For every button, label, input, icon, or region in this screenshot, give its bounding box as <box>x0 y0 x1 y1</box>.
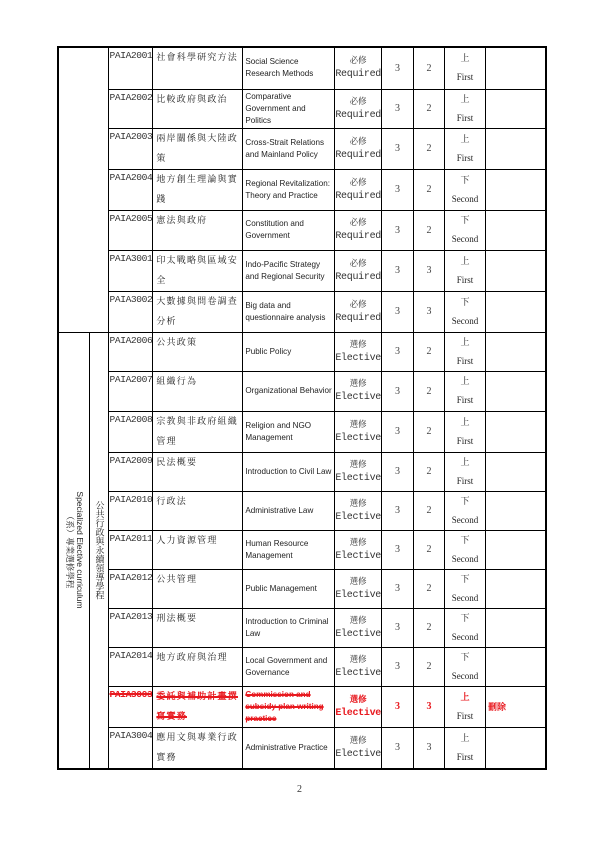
course-credits: 2 <box>413 491 444 530</box>
course-type-zh: 選修 <box>349 694 367 705</box>
course-semester-zh: 上 <box>460 133 470 144</box>
table-row <box>58 332 546 371</box>
course-semester <box>444 210 485 250</box>
course-semester-zh: 下 <box>460 296 470 307</box>
course-credits: 3 <box>413 727 444 769</box>
table-row <box>58 530 546 569</box>
course-semester-en: Second <box>451 315 479 326</box>
course-semester <box>444 371 485 411</box>
course-name-zh: 地方政府與治理 <box>153 647 243 686</box>
course-code: PAIA2004 <box>108 169 153 210</box>
course-type <box>335 686 382 727</box>
course-semester-zh: 上 <box>460 732 470 743</box>
course-name-zh: 應用文與專業行政實務 <box>153 727 243 769</box>
course-name-en: Public Management <box>243 569 335 608</box>
course-name-en: Cross-Strait Relations and Mainland Policy <box>243 128 335 169</box>
course-credits: 3 <box>413 686 444 727</box>
course-note <box>485 491 546 530</box>
course-semester <box>444 332 485 371</box>
course-note <box>485 332 546 371</box>
course-type-zh: 必修 <box>349 299 367 310</box>
course-type <box>335 371 382 411</box>
elective-group-label-en: Specialized Elective curriculum <box>74 491 85 609</box>
course-type-en: Required <box>335 69 381 81</box>
course-semester-zh: 下 <box>460 573 470 584</box>
course-note: 刪除 <box>485 686 546 727</box>
course-name-en: Local Government and Governance <box>243 647 335 686</box>
course-type-en: Required <box>335 312 381 324</box>
course-semester-zh: 上 <box>460 93 470 104</box>
table-row <box>58 210 546 250</box>
table-row <box>58 411 546 452</box>
course-hours: 3 <box>381 608 413 647</box>
course-hours: 3 <box>381 491 413 530</box>
course-type-zh: 必修 <box>349 177 367 188</box>
course-type <box>335 250 382 291</box>
course-type <box>335 89 382 128</box>
table-row <box>58 727 546 769</box>
course-type-en: Elective <box>335 628 381 640</box>
course-code: PAIA2010 <box>108 491 153 530</box>
course-type-zh: 必修 <box>349 56 367 67</box>
course-semester-zh: 上 <box>460 255 470 266</box>
course-semester-zh: 上 <box>460 456 470 467</box>
course-semester <box>444 47 485 89</box>
course-semester-zh: 下 <box>460 612 470 623</box>
page-number: 2 <box>297 784 302 795</box>
course-hours: 3 <box>381 686 413 727</box>
course-semester-zh: 下 <box>460 174 470 185</box>
course-name-en: Public Policy <box>243 332 335 371</box>
table-row <box>58 250 546 291</box>
course-semester <box>444 89 485 128</box>
course-semester-en: Second <box>451 670 479 681</box>
course-type <box>335 47 382 89</box>
course-semester-zh: 下 <box>460 534 470 545</box>
course-type-en: Required <box>335 231 381 242</box>
table-row <box>58 47 546 89</box>
course-name-en: Religion and NGO Management <box>243 411 335 452</box>
course-type-en: Elective <box>335 550 381 562</box>
course-credits: 2 <box>413 210 444 250</box>
course-name-en: Administrative Practice <box>243 727 335 769</box>
course-semester-en: First <box>456 112 474 123</box>
course-type-en: Required <box>335 190 381 202</box>
course-type <box>335 332 382 371</box>
course-type <box>335 727 382 769</box>
course-hours: 3 <box>381 569 413 608</box>
course-code: PAIA2003 <box>108 128 153 169</box>
course-code: PAIA2007 <box>108 371 153 411</box>
course-type-en: Elective <box>335 432 381 444</box>
table-row <box>58 89 546 128</box>
course-name-en: Introduction to Civil Law <box>243 452 335 491</box>
course-hours: 3 <box>381 647 413 686</box>
table-row <box>58 491 546 530</box>
course-note <box>485 569 546 608</box>
course-type-en: Elective <box>335 748 381 760</box>
course-semester-en: First <box>456 751 474 762</box>
course-type-zh: 必修 <box>349 96 367 107</box>
course-type <box>335 647 382 686</box>
course-note <box>485 371 546 411</box>
course-semester-en: Second <box>451 592 479 603</box>
program-label-cell <box>89 332 108 769</box>
course-name-en: Social Science Research Methods <box>243 47 335 89</box>
course-code: PAIA2006 <box>108 332 153 371</box>
course-code: PAIA2012 <box>108 569 153 608</box>
course-semester-en: First <box>456 475 474 486</box>
course-note <box>485 608 546 647</box>
course-hours: 3 <box>381 332 413 371</box>
course-note <box>485 411 546 452</box>
course-type-zh: 選修 <box>349 339 367 350</box>
course-name-zh: 兩岸關係與大陸政策 <box>153 128 243 169</box>
course-note <box>485 169 546 210</box>
course-hours: 3 <box>381 250 413 291</box>
course-credits: 3 <box>413 291 444 332</box>
course-hours: 3 <box>381 128 413 169</box>
course-semester-en: First <box>456 72 474 83</box>
course-credits: 2 <box>413 169 444 210</box>
elective-group-label-zh: （系）專業選修學程 <box>63 511 74 589</box>
course-semester <box>444 491 485 530</box>
course-name-en: Indo-Pacific Strategy and Regional Security <box>243 250 335 291</box>
course-type-en: Elective <box>335 392 381 403</box>
course-semester-en: First <box>456 395 474 405</box>
course-note <box>485 47 546 89</box>
course-type <box>335 210 382 250</box>
course-semester-en: First <box>456 152 474 163</box>
table-row <box>58 647 546 686</box>
course-name-zh: 委託與補助計畫撰寫實務 <box>153 686 243 727</box>
course-semester <box>444 686 485 727</box>
course-type-zh: 必修 <box>349 258 367 269</box>
table-row <box>58 452 546 491</box>
course-semester-en: First <box>456 274 474 285</box>
course-semester <box>444 530 485 569</box>
course-type-zh: 選修 <box>349 654 367 665</box>
course-type-zh: 選修 <box>349 576 367 587</box>
course-semester <box>444 169 485 210</box>
course-name-zh: 地方創生理論與實踐 <box>153 169 243 210</box>
course-semester-en: Second <box>451 553 479 564</box>
course-type <box>335 491 382 530</box>
course-semester-zh: 上 <box>460 416 470 427</box>
course-semester <box>444 647 485 686</box>
course-type-en: Elective <box>335 352 381 364</box>
course-type <box>335 128 382 169</box>
course-type <box>335 291 382 332</box>
course-type-en: Elective <box>335 472 381 484</box>
course-type <box>335 608 382 647</box>
course-semester-en: Second <box>451 234 479 244</box>
course-type-zh: 選修 <box>349 735 367 746</box>
course-type-zh: 選修 <box>349 459 367 470</box>
course-type-en: Required <box>335 149 381 161</box>
course-name-zh: 民法概要 <box>153 452 243 491</box>
course-note <box>485 727 546 769</box>
course-credits: 2 <box>413 89 444 128</box>
course-type-en: Elective <box>335 707 381 719</box>
course-type-en: Required <box>335 271 381 283</box>
course-name-en: Comparative Government and Politics <box>243 89 335 128</box>
curriculum-table <box>57 46 547 770</box>
course-name-zh: 公共管理 <box>153 569 243 608</box>
course-credits: 2 <box>413 371 444 411</box>
course-note <box>485 128 546 169</box>
course-name-zh: 行政法 <box>153 491 243 530</box>
curriculum-table-body <box>58 47 546 769</box>
course-semester-en: Second <box>451 193 479 204</box>
course-code: PAIA3004 <box>108 727 153 769</box>
course-hours: 3 <box>381 530 413 569</box>
course-hours: 3 <box>381 727 413 769</box>
course-credits: 2 <box>413 47 444 89</box>
course-type-en: Elective <box>335 511 381 523</box>
course-code: PAIA2013 <box>108 608 153 647</box>
course-code: PAIA2008 <box>108 411 153 452</box>
course-name-en: Regional Revitalization: Theory and Practice <box>243 169 335 210</box>
course-name-zh: 比較政府與政治 <box>153 89 243 128</box>
course-credits: 3 <box>413 250 444 291</box>
course-semester-en: First <box>456 710 474 721</box>
course-code: PAIA3003 <box>108 686 153 727</box>
table-row <box>58 291 546 332</box>
course-semester <box>444 128 485 169</box>
course-semester-en: First <box>456 435 474 446</box>
course-credits: 2 <box>413 647 444 686</box>
course-code: PAIA3001 <box>108 250 153 291</box>
course-note <box>485 210 546 250</box>
course-semester-zh: 下 <box>460 495 470 506</box>
course-name-en: Constitution and Government <box>243 210 335 250</box>
table-row <box>58 686 546 727</box>
course-credits: 2 <box>413 569 444 608</box>
course-type <box>335 452 382 491</box>
course-hours: 3 <box>381 371 413 411</box>
course-type-zh: 選修 <box>349 615 367 626</box>
course-semester-zh: 下 <box>460 651 470 662</box>
course-code: PAIA2002 <box>108 89 153 128</box>
course-semester-en: Second <box>451 514 479 525</box>
course-semester-zh: 上 <box>460 336 470 347</box>
course-name-zh: 宗教與非政府組織管理 <box>153 411 243 452</box>
course-semester <box>444 452 485 491</box>
course-semester-zh: 上 <box>460 691 470 702</box>
course-credits: 2 <box>413 530 444 569</box>
course-type <box>335 411 382 452</box>
course-semester <box>444 411 485 452</box>
elective-group-label-cell <box>58 332 89 769</box>
course-note <box>485 89 546 128</box>
table-row <box>58 169 546 210</box>
course-name-zh: 公共政策 <box>153 332 243 371</box>
course-name-zh: 憲法與政府 <box>153 210 243 250</box>
course-semester <box>444 250 485 291</box>
course-type-zh: 必修 <box>349 136 367 147</box>
course-name-en: Human Resource Management <box>243 530 335 569</box>
course-name-zh: 社會科學研究方法 <box>153 47 243 89</box>
course-note <box>485 530 546 569</box>
course-hours: 3 <box>381 452 413 491</box>
course-name-en: Administrative Law <box>243 491 335 530</box>
course-type-zh: 選修 <box>349 419 367 430</box>
course-semester <box>444 291 485 332</box>
course-hours: 3 <box>381 89 413 128</box>
course-name-en: Big data and questionnaire analysis <box>243 291 335 332</box>
course-name-zh: 組織行為 <box>153 371 243 411</box>
course-name-en: Organizational Behavior <box>243 371 335 411</box>
course-note <box>485 250 546 291</box>
course-name-zh: 刑法概要 <box>153 608 243 647</box>
course-credits: 2 <box>413 332 444 371</box>
course-semester-zh: 上 <box>460 53 470 64</box>
course-hours: 3 <box>381 47 413 89</box>
course-hours: 3 <box>381 411 413 452</box>
table-row <box>58 128 546 169</box>
course-type <box>335 169 382 210</box>
course-semester-zh: 下 <box>460 215 470 225</box>
course-hours: 3 <box>381 210 413 250</box>
course-type <box>335 569 382 608</box>
course-name-en: Commission and subsidy plan writing practice <box>243 686 335 727</box>
table-row <box>58 569 546 608</box>
course-credits: 2 <box>413 608 444 647</box>
program-label: 公共行政與永續領導學程 <box>93 500 104 600</box>
table-row <box>58 371 546 411</box>
course-type-en: Elective <box>335 667 381 679</box>
course-semester-en: First <box>456 355 474 366</box>
course-type-zh: 選修 <box>349 379 367 389</box>
course-type-zh: 必修 <box>349 218 367 228</box>
course-semester <box>444 608 485 647</box>
course-type-zh: 選修 <box>349 498 367 509</box>
course-type-zh: 選修 <box>349 537 367 548</box>
course-credits: 2 <box>413 128 444 169</box>
course-hours: 3 <box>381 291 413 332</box>
course-semester <box>444 727 485 769</box>
course-code: PAIA2014 <box>108 647 153 686</box>
course-hours: 3 <box>381 169 413 210</box>
course-type-en: Required <box>335 109 381 121</box>
course-code: PAIA3002 <box>108 291 153 332</box>
course-note <box>485 452 546 491</box>
course-code: PAIA2009 <box>108 452 153 491</box>
course-code: PAIA2011 <box>108 530 153 569</box>
course-credits: 2 <box>413 411 444 452</box>
course-code: PAIA2005 <box>108 210 153 250</box>
course-semester <box>444 569 485 608</box>
required-group-cell <box>58 47 108 332</box>
course-name-en: Introduction to Criminal Law <box>243 608 335 647</box>
course-semester-en: Second <box>451 631 479 642</box>
table-row <box>58 608 546 647</box>
course-note <box>485 291 546 332</box>
course-note <box>485 647 546 686</box>
course-credits: 2 <box>413 452 444 491</box>
course-type-en: Elective <box>335 589 381 601</box>
course-type <box>335 530 382 569</box>
course-name-zh: 印太戰略與區域安全 <box>153 250 243 291</box>
course-name-zh: 人力資源管理 <box>153 530 243 569</box>
course-name-zh: 大數據與問卷調查分析 <box>153 291 243 332</box>
course-semester-zh: 上 <box>460 376 470 386</box>
course-code: PAIA2001 <box>108 47 153 89</box>
